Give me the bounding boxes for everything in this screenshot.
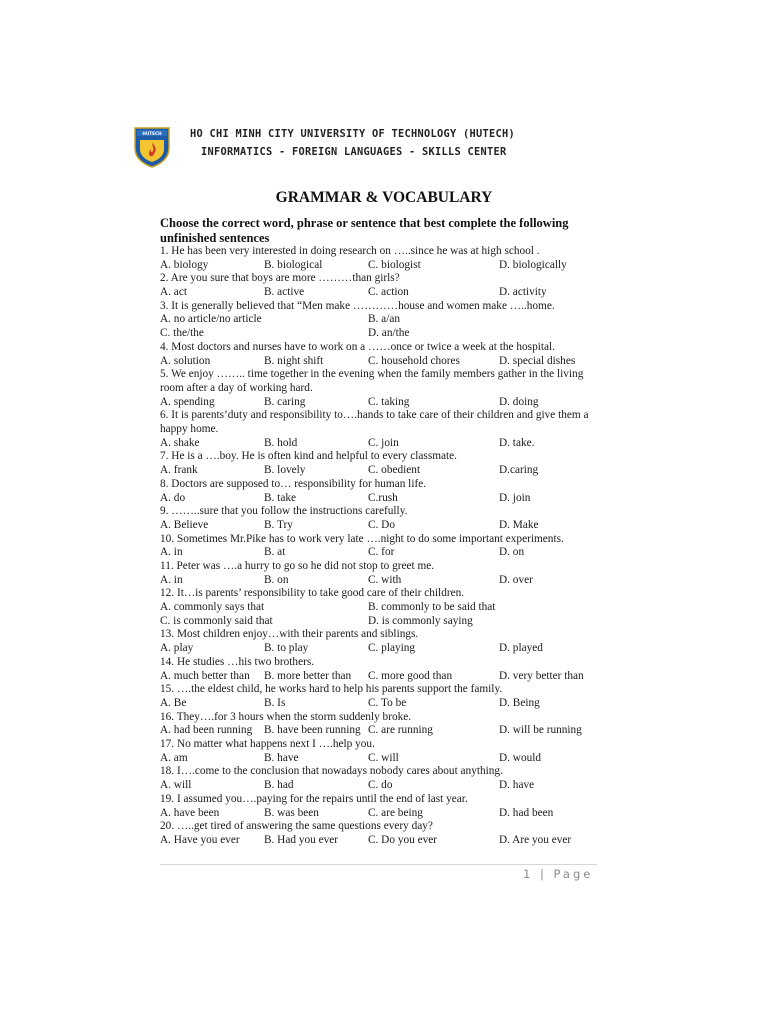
option-a: A. am <box>160 751 188 764</box>
option-a: A. commonly says that <box>160 601 265 614</box>
options-row <box>160 615 610 629</box>
option-a: A. frank <box>160 464 198 477</box>
question-12 <box>160 587 610 628</box>
option-a: A. solution <box>160 354 211 367</box>
option-b: B. lovely <box>264 464 306 477</box>
option-a: A. spending <box>160 395 215 408</box>
options-row <box>160 574 610 588</box>
option-c: C. more good than <box>368 669 453 682</box>
option-c: C. is commonly said that <box>160 614 273 627</box>
question-20 <box>160 820 610 847</box>
logo-lettering: HUTECH <box>142 131 162 136</box>
question-text: 2. Are you sure that boys are more ………than girls? <box>160 272 400 285</box>
option-b: B. caring <box>264 395 306 408</box>
question-14 <box>160 656 610 683</box>
option-b: B. night shift <box>264 354 324 367</box>
option-b: B. take <box>264 491 296 504</box>
page-footer <box>523 867 593 881</box>
option-c: C. household chores <box>368 354 460 367</box>
option-b: B. a/an <box>368 313 400 326</box>
options-row <box>160 670 610 684</box>
options-row <box>160 355 610 369</box>
question-text: 6. It is parents’duty and responsibility to….hands to take care of their children and give them a happy home. <box>160 409 589 436</box>
options-row <box>160 601 610 615</box>
question-text: 17. No matter what happens next I ….help you. <box>160 738 375 751</box>
option-b: B. have <box>264 751 299 764</box>
question-text: 9. ……..sure that you follow the instructions carefully. <box>160 505 408 518</box>
option-c: C. with <box>368 573 402 586</box>
question-10 <box>160 533 610 560</box>
option-a: A. have been <box>160 806 220 819</box>
options-row <box>160 437 610 451</box>
option-c: C. will <box>368 751 399 764</box>
option-c: C. are running <box>368 724 433 737</box>
options-row <box>160 464 610 478</box>
question-text: 14. He studies …his two brothers. <box>160 655 315 668</box>
question-text: 4. Most doctors and nurses have to work on a ……once or twice a week at the hospital. <box>160 340 555 353</box>
option-c: C. taking <box>368 395 410 408</box>
question-2 <box>160 272 610 299</box>
option-b: B. more better than <box>264 669 352 682</box>
question-9 <box>160 505 610 532</box>
option-a: A. in <box>160 546 183 559</box>
option-d: D. played <box>499 642 543 655</box>
page-title: GRAMMAR & VOCABULARY <box>275 189 493 206</box>
question-7 <box>160 450 610 477</box>
option-c: C. join <box>368 436 399 449</box>
option-d: D. take. <box>499 436 535 449</box>
question-text: 16. They….for 3 hours when the storm suddenly broke. <box>160 710 412 723</box>
option-a: A. in <box>160 573 183 586</box>
question-8 <box>160 478 610 505</box>
option-d: D. would <box>499 751 542 764</box>
option-b: B. hold <box>264 436 298 449</box>
option-d: D. Are you ever <box>499 833 572 846</box>
question-18 <box>160 765 610 792</box>
option-b: B. active <box>264 286 305 299</box>
page-number: 1 <box>523 867 534 881</box>
option-b: B. biological <box>264 258 323 271</box>
question-5 <box>160 368 610 409</box>
question-text: 13. Most children enjoy…with their parents and siblings. <box>160 628 419 641</box>
question-text: 8. Doctors are supposed to… responsibility for human life. <box>160 477 427 490</box>
option-d: D. will be running <box>499 724 582 737</box>
question-15 <box>160 683 610 710</box>
option-d: D. had been <box>499 806 554 819</box>
option-c: C. Do you ever <box>368 833 438 846</box>
option-a: A. much better than <box>160 669 250 682</box>
option-c: C. action <box>368 286 409 299</box>
option-b: B. have been running <box>264 724 361 737</box>
options-row <box>160 396 610 410</box>
question-text: 1. He has been very interested in doing research on …..since he was at high school . <box>160 245 540 257</box>
option-a: A. will <box>160 779 192 792</box>
question-11 <box>160 560 610 587</box>
option-b: B. to play <box>264 642 309 655</box>
options-row <box>160 724 610 738</box>
option-c: C. do <box>368 779 393 792</box>
option-b: B. on <box>264 573 289 586</box>
options-row <box>160 492 610 506</box>
option-b: B. Had you ever <box>264 833 339 846</box>
question-6 <box>160 409 610 450</box>
option-a: A. Be <box>160 696 187 709</box>
option-d: D. doing <box>499 395 539 408</box>
option-c: C. for <box>368 546 395 559</box>
option-d: D. an/the <box>368 327 410 340</box>
option-d: D.caring <box>499 464 539 477</box>
option-d: D. on <box>499 546 525 559</box>
footer-divider <box>160 864 597 865</box>
question-text: 12. It…is parents’ responsibility to take good care of their children. <box>160 587 465 600</box>
question-list <box>160 245 610 848</box>
question-text: 20. …..get tired of answering the same questions every day? <box>160 820 433 833</box>
question-text: 7. He is a ….boy. He is often kind and helpful to every classmate. <box>160 450 457 463</box>
option-d: D. join <box>499 491 531 504</box>
option-d: D. is commonly saying <box>368 614 473 627</box>
instructions: Choose the correct word, phrase or sentence that best complete the following unfinished sentences <box>160 216 569 245</box>
options-row <box>160 313 610 327</box>
question-text: 10. Sometimes Mr.Pike has to work very late ….night to do some important experiments. <box>160 532 564 545</box>
option-c: C.rush <box>368 491 398 504</box>
option-c: C. biologist <box>368 258 421 271</box>
header-center-line: INFORMATICS - FOREIGN LANGUAGES - SKILLS CENTER <box>201 146 507 158</box>
option-d: D. biologically <box>499 258 567 271</box>
option-b: B. was been <box>264 806 319 819</box>
options-row <box>160 259 610 273</box>
options-row <box>160 327 610 341</box>
option-a: A. had been running <box>160 724 253 737</box>
options-row <box>160 807 610 821</box>
option-d: D. over <box>499 573 533 586</box>
option-d: D. Make <box>499 518 539 531</box>
option-c: C. Do <box>368 518 395 531</box>
option-b: B. at <box>264 546 286 559</box>
question-4 <box>160 341 610 368</box>
option-b: B. Is <box>264 696 286 709</box>
page-label: Page <box>553 867 594 881</box>
option-d: D. special dishes <box>499 354 576 367</box>
option-a: A. play <box>160 642 194 655</box>
option-a: A. shake <box>160 436 200 449</box>
option-c: C. are being <box>368 806 423 819</box>
option-b: B. had <box>264 779 294 792</box>
options-row <box>160 834 610 848</box>
question-text: 19. I assumed you….paying for the repairs until the end of last year. <box>160 792 468 805</box>
options-row <box>160 697 610 711</box>
option-d: D. have <box>499 779 535 792</box>
question-3 <box>160 300 610 341</box>
option-a: A. biology <box>160 258 209 271</box>
option-c: C. the/the <box>160 327 204 340</box>
options-row <box>160 779 610 793</box>
option-d: D. Being <box>499 696 540 709</box>
options-row <box>160 519 610 533</box>
option-a: A. Have you ever <box>160 833 240 846</box>
question-13 <box>160 628 610 655</box>
option-a: A. Believe <box>160 518 209 531</box>
options-row <box>160 286 610 300</box>
option-d: D. activity <box>499 286 547 299</box>
option-d: D. very better than <box>499 669 584 682</box>
options-row <box>160 752 610 766</box>
option-c: C. playing <box>368 642 416 655</box>
question-text: 3. It is generally believed that “Men make …………house and women make …..home. <box>160 299 555 312</box>
option-a: A. do <box>160 491 186 504</box>
header-university-line: HO CHI MINH CITY UNIVERSITY OF TECHNOLOGY (HUTECH) <box>190 128 515 140</box>
footer-separator: | <box>539 867 547 881</box>
question-17 <box>160 738 610 765</box>
option-a: A. act <box>160 286 187 299</box>
question-text: 18. I….come to the conclusion that nowadays nobody cares about anything. <box>160 765 503 778</box>
option-a: A. no article/no article <box>160 313 262 326</box>
option-b: B. Try <box>264 518 293 531</box>
option-b: B. commonly to be said that <box>368 601 496 614</box>
hutech-logo-icon <box>133 126 171 168</box>
option-c: C. obedient <box>368 464 421 477</box>
question-19 <box>160 793 610 820</box>
question-16 <box>160 711 610 738</box>
options-row <box>160 546 610 560</box>
question-text: 15. ….the eldest child, he works hard to help his parents support the family. <box>160 683 503 696</box>
option-c: C. To be <box>368 696 407 709</box>
question-1 <box>160 245 610 272</box>
options-row <box>160 642 610 656</box>
question-text: 5. We enjoy …….. time together in the evening when the family members gather in the living room after a day of working hard. <box>160 368 584 394</box>
question-text: 11. Peter was ….a hurry to go so he did not stop to greet me. <box>160 560 435 572</box>
